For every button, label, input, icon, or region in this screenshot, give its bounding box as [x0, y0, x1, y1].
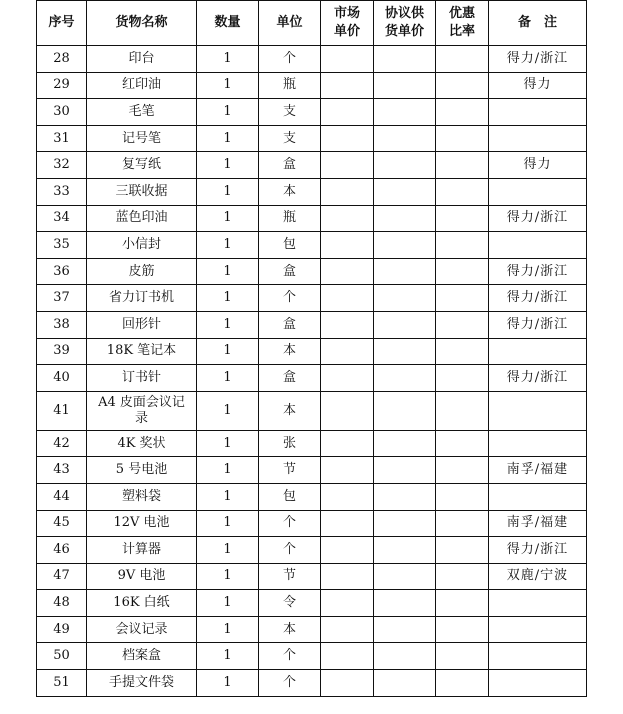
cell-agreed-price [374, 590, 436, 617]
cell-goods-name: 会议记录 [87, 616, 197, 643]
cell-agreed-price [374, 430, 436, 457]
cell-agreed-price [374, 152, 436, 179]
cell-unit: 盒 [259, 152, 321, 179]
cell-goods-name: 5 号电池 [87, 457, 197, 484]
cell-qty: 1 [197, 391, 259, 430]
cell-discount-rate [436, 232, 489, 259]
cell-discount-rate [436, 483, 489, 510]
cell-goods-name: 4K 奖状 [87, 430, 197, 457]
cell-unit: 瓶 [259, 205, 321, 232]
cell-goods-name: 复写纸 [87, 152, 197, 179]
cell-goods-name: 红印油 [87, 72, 197, 99]
cell-discount-rate [436, 457, 489, 484]
cell-note: 得力/浙江 [489, 365, 587, 392]
cell-market-price [321, 510, 374, 537]
cell-goods-name: 档案盒 [87, 643, 197, 670]
cell-discount-rate [436, 590, 489, 617]
cell-note: 得力 [489, 152, 587, 179]
cell-index: 38 [37, 311, 87, 338]
cell-index: 49 [37, 616, 87, 643]
header-unit: 单位 [259, 1, 321, 46]
cell-note: 得力 [489, 72, 587, 99]
cell-market-price [321, 178, 374, 205]
cell-agreed-price [374, 285, 436, 312]
cell-discount-rate [436, 311, 489, 338]
cell-agreed-price [374, 99, 436, 126]
table-row [37, 285, 587, 312]
cell-index: 48 [37, 590, 87, 617]
cell-qty: 1 [197, 365, 259, 392]
cell-qty: 1 [197, 338, 259, 365]
cell-goods-name: 塑料袋 [87, 483, 197, 510]
cell-market-price [321, 483, 374, 510]
cell-index: 28 [37, 46, 87, 73]
cell-agreed-price [374, 510, 436, 537]
header-index: 序号 [37, 1, 87, 46]
cell-market-price [321, 338, 374, 365]
cell-discount-rate [436, 125, 489, 152]
cell-qty: 1 [197, 258, 259, 285]
cell-qty: 1 [197, 563, 259, 590]
cell-discount-rate [436, 99, 489, 126]
cell-unit: 本 [259, 391, 321, 430]
cell-qty: 1 [197, 430, 259, 457]
cell-market-price [321, 670, 374, 697]
cell-index: 33 [37, 178, 87, 205]
header-agreed-price-line2: 货单价 [384, 24, 424, 39]
header-qty: 数量 [197, 1, 259, 46]
cell-qty: 1 [197, 178, 259, 205]
cell-discount-rate [436, 643, 489, 670]
cell-goods-name: 18K 笔记本 [87, 338, 197, 365]
cell-agreed-price [374, 457, 436, 484]
header-market-price-line2: 单价 [333, 24, 360, 39]
cell-market-price [321, 258, 374, 285]
cell-qty: 1 [197, 232, 259, 259]
cell-index: 34 [37, 205, 87, 232]
cell-discount-rate [436, 258, 489, 285]
cell-qty: 1 [197, 125, 259, 152]
cell-unit: 个 [259, 537, 321, 564]
cell-qty: 1 [197, 72, 259, 99]
cell-note: 得力/浙江 [489, 258, 587, 285]
table-row [37, 537, 587, 564]
cell-unit: 支 [259, 125, 321, 152]
cell-discount-rate [436, 205, 489, 232]
cell-discount-rate [436, 563, 489, 590]
cell-agreed-price [374, 563, 436, 590]
cell-unit: 包 [259, 232, 321, 259]
cell-index: 42 [37, 430, 87, 457]
cell-qty: 1 [197, 457, 259, 484]
cell-note [489, 391, 587, 430]
cell-index: 36 [37, 258, 87, 285]
cell-goods-name: 16K 白纸 [87, 590, 197, 617]
cell-goods-name-line1: A4 皮面会议记 [98, 394, 185, 410]
table-row [37, 338, 587, 365]
cell-market-price [321, 311, 374, 338]
cell-index: 50 [37, 643, 87, 670]
header-note: 备 注 [489, 1, 587, 46]
cell-goods-name-line2: 录 [134, 410, 148, 426]
cell-discount-rate [436, 616, 489, 643]
cell-discount-rate [436, 46, 489, 73]
cell-index: 40 [37, 365, 87, 392]
cell-discount-rate [436, 670, 489, 697]
cell-index: 35 [37, 232, 87, 259]
cell-agreed-price [374, 178, 436, 205]
cell-index: 45 [37, 510, 87, 537]
table-row [37, 483, 587, 510]
table-row [37, 563, 587, 590]
cell-goods-name: 皮筋 [87, 258, 197, 285]
cell-note [489, 125, 587, 152]
cell-discount-rate [436, 285, 489, 312]
cell-index: 46 [37, 537, 87, 564]
cell-index: 44 [37, 483, 87, 510]
cell-qty: 1 [197, 46, 259, 73]
table-row [37, 72, 587, 99]
cell-index: 30 [37, 99, 87, 126]
cell-note [489, 590, 587, 617]
cell-note: 得力/浙江 [489, 311, 587, 338]
table-header [37, 1, 587, 46]
cell-index: 29 [37, 72, 87, 99]
cell-note: 得力/浙江 [489, 205, 587, 232]
cell-unit: 张 [259, 430, 321, 457]
cell-agreed-price [374, 391, 436, 430]
cell-agreed-price [374, 483, 436, 510]
header-discount-line1: 优惠 [448, 6, 475, 21]
cell-agreed-price [374, 338, 436, 365]
cell-goods-name: 印台 [87, 46, 197, 73]
cell-note: 双鹿/宁波 [489, 563, 587, 590]
cell-note [489, 99, 587, 126]
cell-unit: 盒 [259, 258, 321, 285]
cell-unit: 盒 [259, 365, 321, 392]
cell-unit: 瓶 [259, 72, 321, 99]
table-body [37, 46, 587, 697]
table-row [37, 616, 587, 643]
header-discount-rate [436, 1, 489, 46]
cell-note: 得力/浙江 [489, 285, 587, 312]
cell-market-price [321, 430, 374, 457]
cell-qty: 1 [197, 285, 259, 312]
cell-goods-name: 回形针 [87, 311, 197, 338]
cell-note: 南孚/福建 [489, 510, 587, 537]
cell-note [489, 670, 587, 697]
cell-market-price [321, 285, 374, 312]
cell-goods-name: 记号笔 [87, 125, 197, 152]
cell-discount-rate [436, 178, 489, 205]
cell-goods-name [87, 391, 197, 430]
cell-note [489, 430, 587, 457]
cell-index: 41 [37, 391, 87, 430]
cell-goods-name: 计算器 [87, 537, 197, 564]
header-discount-line2: 比率 [448, 24, 475, 39]
cell-agreed-price [374, 311, 436, 338]
cell-market-price [321, 152, 374, 179]
header-market-price-line1: 市场 [333, 6, 360, 21]
table-row [37, 365, 587, 392]
cell-unit: 个 [259, 510, 321, 537]
cell-agreed-price [374, 72, 436, 99]
cell-market-price [321, 643, 374, 670]
header-row [37, 1, 587, 46]
table-row [37, 125, 587, 152]
cell-note: 南孚/福建 [489, 457, 587, 484]
cell-market-price [321, 72, 374, 99]
table-row [37, 670, 587, 697]
cell-market-price [321, 457, 374, 484]
cell-qty: 1 [197, 152, 259, 179]
cell-goods-name: 三联收据 [87, 178, 197, 205]
cell-unit: 节 [259, 563, 321, 590]
cell-discount-rate [436, 510, 489, 537]
cell-discount-rate [436, 365, 489, 392]
cell-index: 51 [37, 670, 87, 697]
cell-qty: 1 [197, 311, 259, 338]
cell-qty: 1 [197, 670, 259, 697]
cell-goods-name: 毛笔 [87, 99, 197, 126]
table-row [37, 457, 587, 484]
cell-agreed-price [374, 643, 436, 670]
cell-index: 47 [37, 563, 87, 590]
cell-unit: 个 [259, 643, 321, 670]
cell-qty: 1 [197, 205, 259, 232]
header-market-price [321, 1, 374, 46]
cell-market-price [321, 563, 374, 590]
table-row [37, 152, 587, 179]
cell-discount-rate [436, 537, 489, 564]
goods-price-table [36, 0, 587, 697]
cell-discount-rate [436, 391, 489, 430]
table-row [37, 232, 587, 259]
cell-agreed-price [374, 616, 436, 643]
cell-unit: 个 [259, 285, 321, 312]
cell-goods-name: 蓝色印油 [87, 205, 197, 232]
cell-note: 得力/浙江 [489, 46, 587, 73]
cell-goods-name: 订书针 [87, 365, 197, 392]
cell-qty: 1 [197, 616, 259, 643]
table-row [37, 311, 587, 338]
header-name: 货物名称 [87, 1, 197, 46]
cell-unit: 本 [259, 616, 321, 643]
cell-note [489, 232, 587, 259]
cell-discount-rate [436, 338, 489, 365]
cell-agreed-price [374, 205, 436, 232]
cell-unit: 包 [259, 483, 321, 510]
cell-unit: 令 [259, 590, 321, 617]
cell-qty: 1 [197, 483, 259, 510]
cell-goods-name: 手提文件袋 [87, 670, 197, 697]
cell-agreed-price [374, 670, 436, 697]
cell-index: 31 [37, 125, 87, 152]
cell-unit: 个 [259, 670, 321, 697]
cell-agreed-price [374, 125, 436, 152]
cell-qty: 1 [197, 590, 259, 617]
cell-market-price [321, 125, 374, 152]
cell-index: 37 [37, 285, 87, 312]
table-row [37, 391, 587, 430]
cell-market-price [321, 232, 374, 259]
cell-agreed-price [374, 537, 436, 564]
cell-market-price [321, 590, 374, 617]
cell-goods-name: 省力订书机 [87, 285, 197, 312]
cell-market-price [321, 616, 374, 643]
cell-note [489, 178, 587, 205]
table-row [37, 590, 587, 617]
cell-unit: 本 [259, 178, 321, 205]
cell-goods-name: 小信封 [87, 232, 197, 259]
table-row [37, 430, 587, 457]
cell-market-price [321, 46, 374, 73]
cell-agreed-price [374, 258, 436, 285]
table-row [37, 46, 587, 73]
cell-note [489, 616, 587, 643]
cell-unit: 个 [259, 46, 321, 73]
cell-goods-name: 12V 电池 [87, 510, 197, 537]
cell-note [489, 338, 587, 365]
cell-note [489, 483, 587, 510]
header-agreed-price-line1: 协议供 [384, 6, 424, 21]
cell-index: 43 [37, 457, 87, 484]
cell-market-price [321, 391, 374, 430]
cell-unit: 本 [259, 338, 321, 365]
cell-agreed-price [374, 365, 436, 392]
cell-discount-rate [436, 72, 489, 99]
cell-agreed-price [374, 232, 436, 259]
table-row [37, 510, 587, 537]
cell-agreed-price [374, 46, 436, 73]
cell-qty: 1 [197, 643, 259, 670]
cell-note [489, 643, 587, 670]
table-row [37, 178, 587, 205]
cell-market-price [321, 99, 374, 126]
table-row [37, 99, 587, 126]
cell-discount-rate [436, 152, 489, 179]
cell-qty: 1 [197, 99, 259, 126]
cell-market-price [321, 365, 374, 392]
cell-unit: 盒 [259, 311, 321, 338]
cell-market-price [321, 205, 374, 232]
table-row [37, 258, 587, 285]
cell-note: 得力/浙江 [489, 537, 587, 564]
cell-qty: 1 [197, 510, 259, 537]
cell-index: 32 [37, 152, 87, 179]
cell-market-price [321, 537, 374, 564]
cell-qty: 1 [197, 537, 259, 564]
cell-unit: 支 [259, 99, 321, 126]
header-agreed-price [374, 1, 436, 46]
cell-index: 39 [37, 338, 87, 365]
cell-unit: 节 [259, 457, 321, 484]
cell-goods-name: 9V 电池 [87, 563, 197, 590]
cell-discount-rate [436, 430, 489, 457]
table-row [37, 643, 587, 670]
table-row [37, 205, 587, 232]
